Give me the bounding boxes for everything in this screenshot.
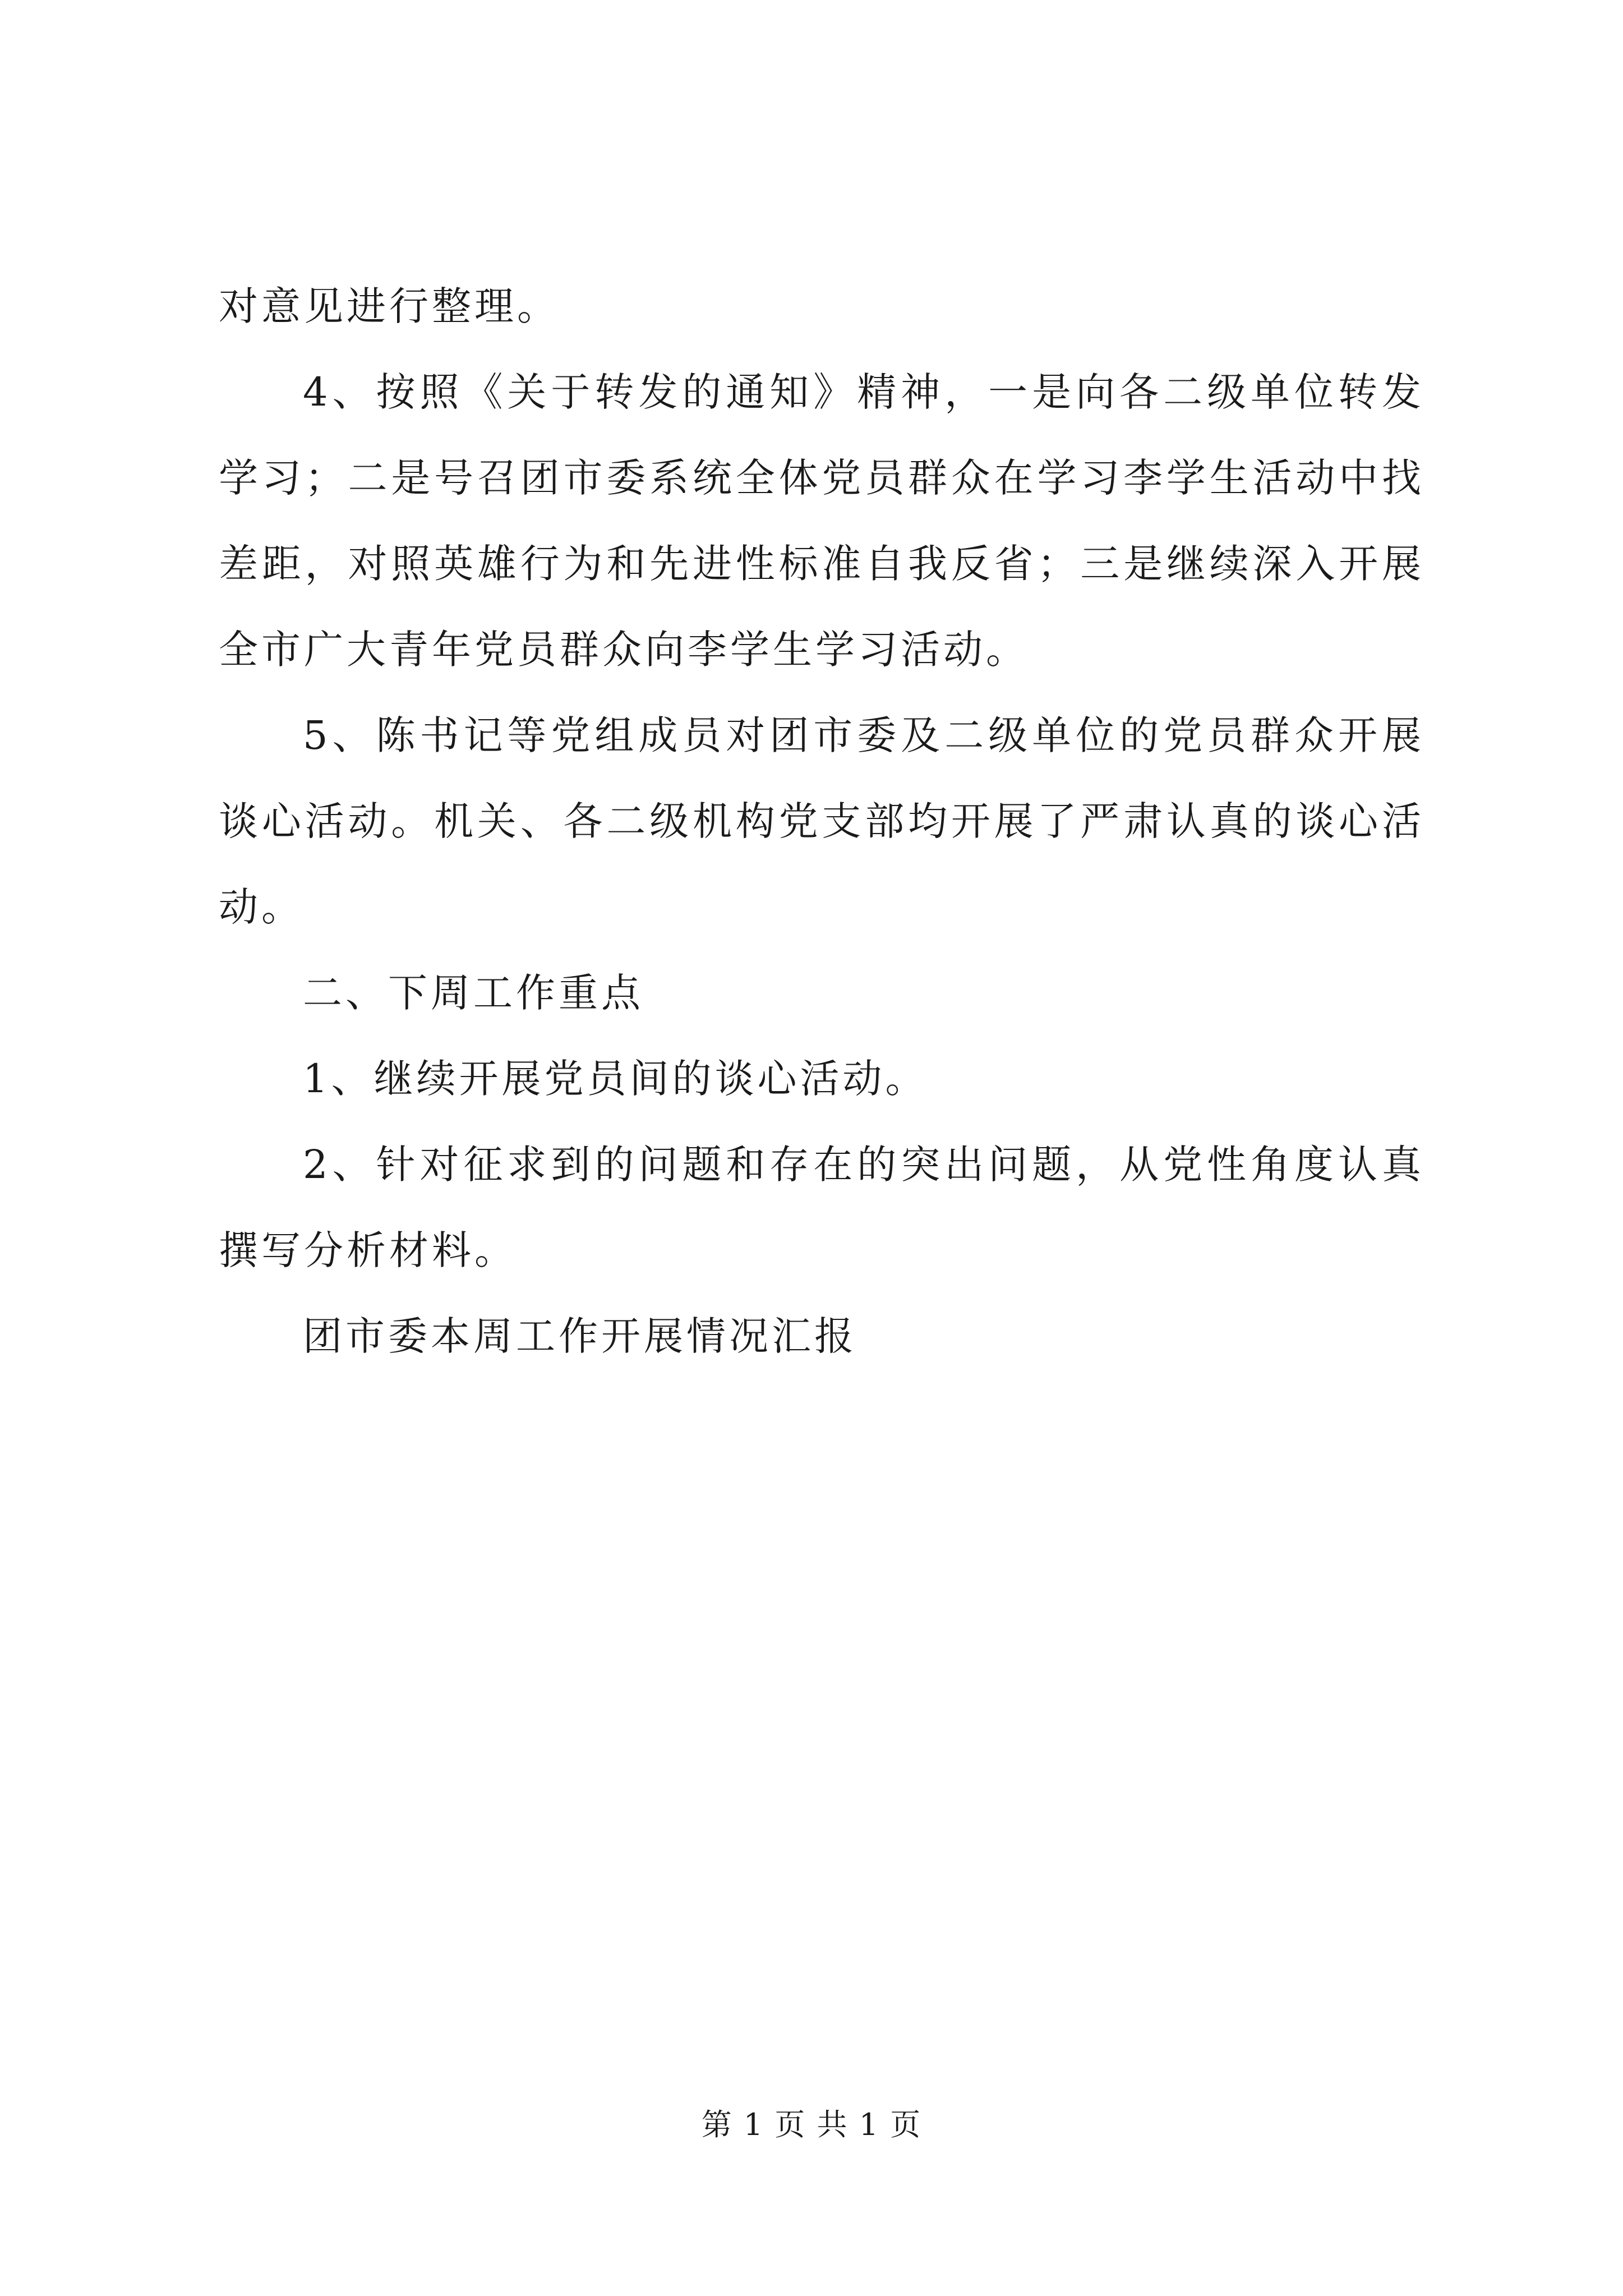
section-heading-next-week: 二、下周工作重点 — [303, 970, 644, 1016]
paragraph-item-4: 4、按照《关于转发的通知》精神，一是向各二级单位转发学习；二是号召团市委系统全体党员群众在学习李学生活动中找差距，对照英雄行为和先进性标准自我反省；三是继续深入开展全市广大青年党员群众向李学生学习活动。 — [219, 369, 1424, 673]
page-footer: 第 1 页 共 1 页 — [701, 2107, 922, 2142]
paragraph-item-5: 5、陈书记等党组成员对团市委及二级单位的党员群众开展谈心活动。机关、各二级机构党支部均开展了严肃认真的谈心活动。 — [219, 712, 1424, 930]
paragraph-next-item-1: 1、继续开展党员间的谈心活动。 — [303, 1056, 928, 1102]
paragraph-next-item-2: 2、针对征求到的问题和存在的突出问题，从党性角度认真撰写分析材料。 — [219, 1142, 1424, 1273]
document-body — [219, 264, 1424, 1379]
paragraph-continuation: 对意见进行整理。 — [219, 283, 560, 329]
document-title-line: 团市委本周工作开展情况汇报 — [303, 1313, 857, 1359]
